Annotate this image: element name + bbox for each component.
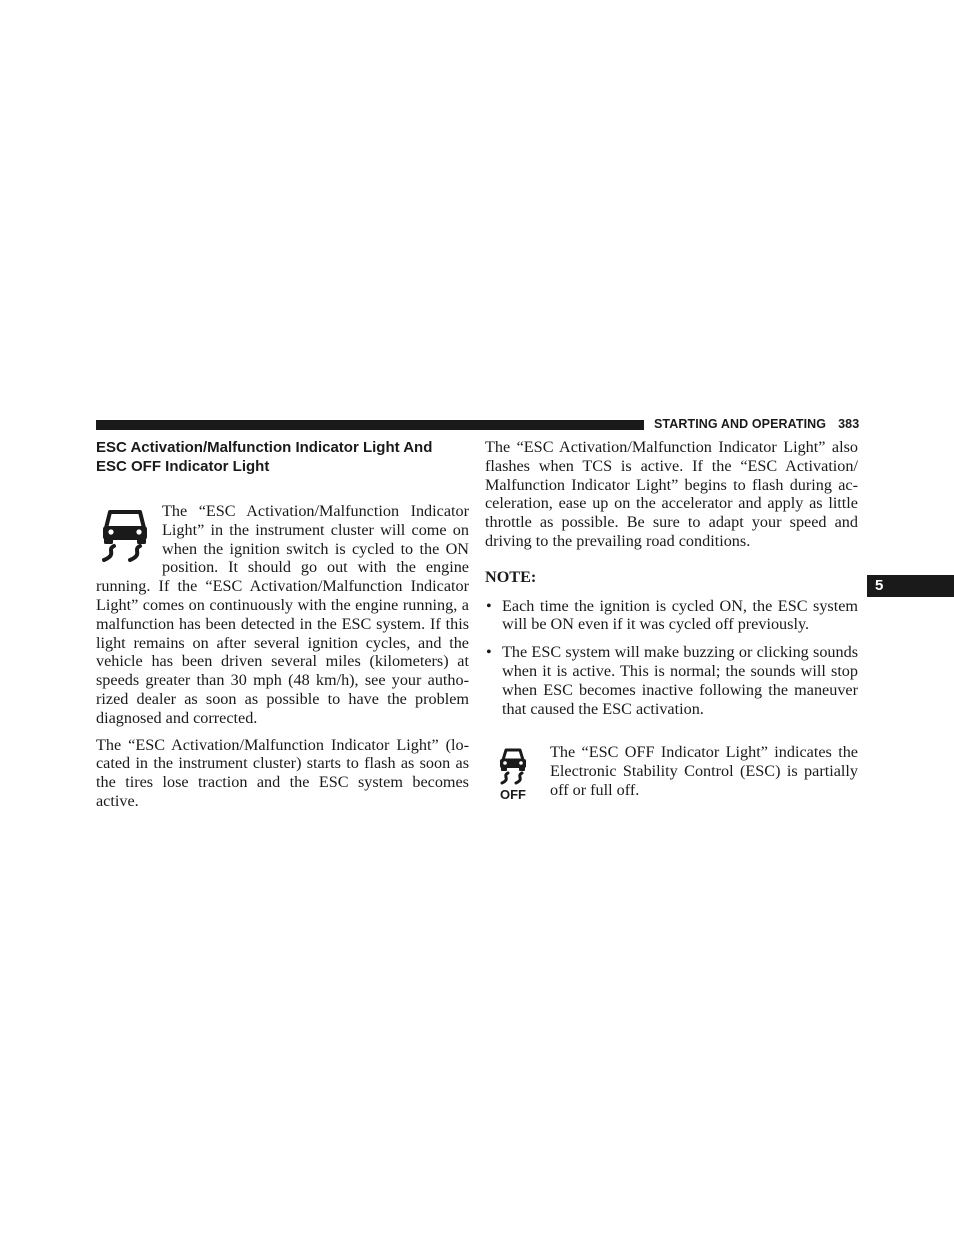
bullet-dot: • <box>486 596 492 615</box>
esc-off-icon <box>485 745 541 807</box>
chapter-tab: 5 <box>867 575 954 597</box>
heading-line-2: ESC OFF Indicator Light <box>96 458 270 475</box>
right-column <box>485 438 858 807</box>
section-heading <box>96 438 469 476</box>
page-number: 383 <box>838 417 860 431</box>
esc-off-icon-label: OFF <box>500 787 526 803</box>
heading-line-1: ESC Activation/Malfunction Indicator Light And <box>96 439 433 456</box>
header-rule <box>96 420 644 430</box>
esc-activation-paragraph-2: The “ESC Activation/Malfunction Indicator Light” (located in the instrument cluster) starts to flash as soon as the tires lose traction and the ESC system becomes active. <box>96 735 469 810</box>
list-item <box>485 643 858 718</box>
esc-off-paragraph: The “ESC OFF Indicator Light” indicates the Electronic Stability Control (ESC) is partially off or full off. <box>550 743 858 799</box>
section-title: STARTING AND OPERATING <box>654 417 827 431</box>
esc-activation-paragraph-1: The “ESC Activation/Malfunction Indicator Light” in the instrument cluster will come on when the ignition switch is cycled to the ON position. It should go out with the engine running. If the “ESC Activation/Malfunction Indicator Light” comes on continuously with the engine running, a malfunction has been detected in the ESC system. If this light remains on after several ignition cycles, and the vehicle has been driven several miles (kilometers) at speeds greater than 30 mph (48 km/h), see your authorized dealer as soon as possible to have the problem diagnosed and corrected. <box>96 502 469 727</box>
left-column <box>96 438 469 811</box>
note-label: NOTE: <box>485 567 537 586</box>
bullet-dot: • <box>486 643 492 662</box>
bullet-text: Each time the ignition is cycled ON, the ESC system will be ON even if it was cycled off previously. <box>502 596 858 634</box>
esc-flash-paragraph: The “ESC Activation/Malfunction Indicator Light” also flashes when TCS is active. If the “ESC Activation/ Malfunction Indicator Light” begins to flash during acceleration, ease up on the accelerator and apply as little throttle as possible. Be sure to adapt your speed and driving to the prevailing road conditions. <box>485 438 858 550</box>
bullet-text: The ESC system will make buzzing or clicking sounds when it is active. This is normal; the sounds will stop when ESC becomes inactive following the maneuver that caused the ESC activation. <box>502 643 858 718</box>
running-header <box>654 417 858 431</box>
esc-activation-icon <box>96 504 154 564</box>
note-bullet-list <box>485 597 858 719</box>
list-item <box>485 597 858 635</box>
